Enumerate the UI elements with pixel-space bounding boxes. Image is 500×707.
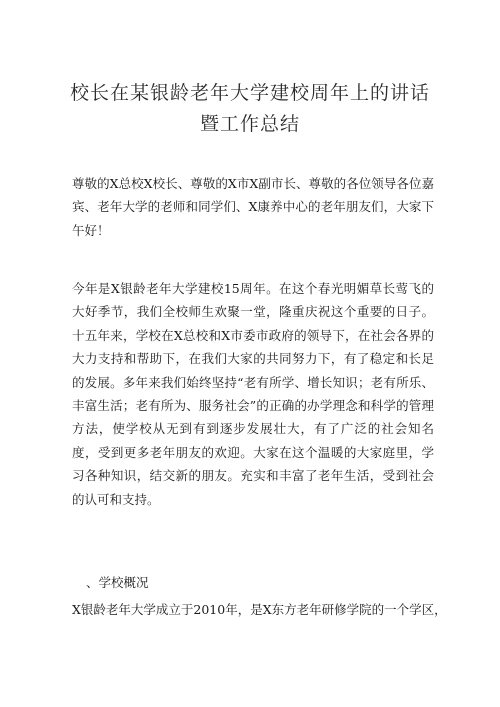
document-subtitle: 暨工作总结	[199, 113, 300, 135]
greeting-paragraph: 尊敬的X总校X校长、尊敬的X市X副市长、尊敬的各位领导各位嘉宾、老年大学的老师和同学们、X康养中心的老年朋友们，大家下午好！	[72, 176, 434, 238]
school-overview-paragraph: X银龄老年大学成立于2010年，是X东方老年研修学院的一个学区，	[72, 602, 447, 617]
anniversary-paragraph: 今年是X银龄老年大学建校15周年。在这个春光明媚草长莺飞的大好季节，我们全校师生欢聚一堂，隆重庆祝这个重要的日子。十五年来，学校在X总校和X市委市政府的领导下，在社会各界的大力支持和帮助下，在我们大家的共同努力下，有了稳定和长足的发展。多年来我们始终坚持“老有所学、增长知识；老有所乐、丰富生活；老有所为、服务社会”的正确的办学理念和科学的管理方法，使学校从无到有到逐步发展壮大，有了广泛的社会知名度，受到更多老年朋友的欢迎。大家在这个温暖的大家庭里，学习各种知识，结交新的朋友。充实和丰富了老年生活，受到社会的认可和支持。	[72, 281, 434, 507]
document-title: 校长在某银龄老年大学建校周年上的讲话	[69, 82, 430, 104]
section-heading: 、学校概况	[86, 575, 149, 590]
